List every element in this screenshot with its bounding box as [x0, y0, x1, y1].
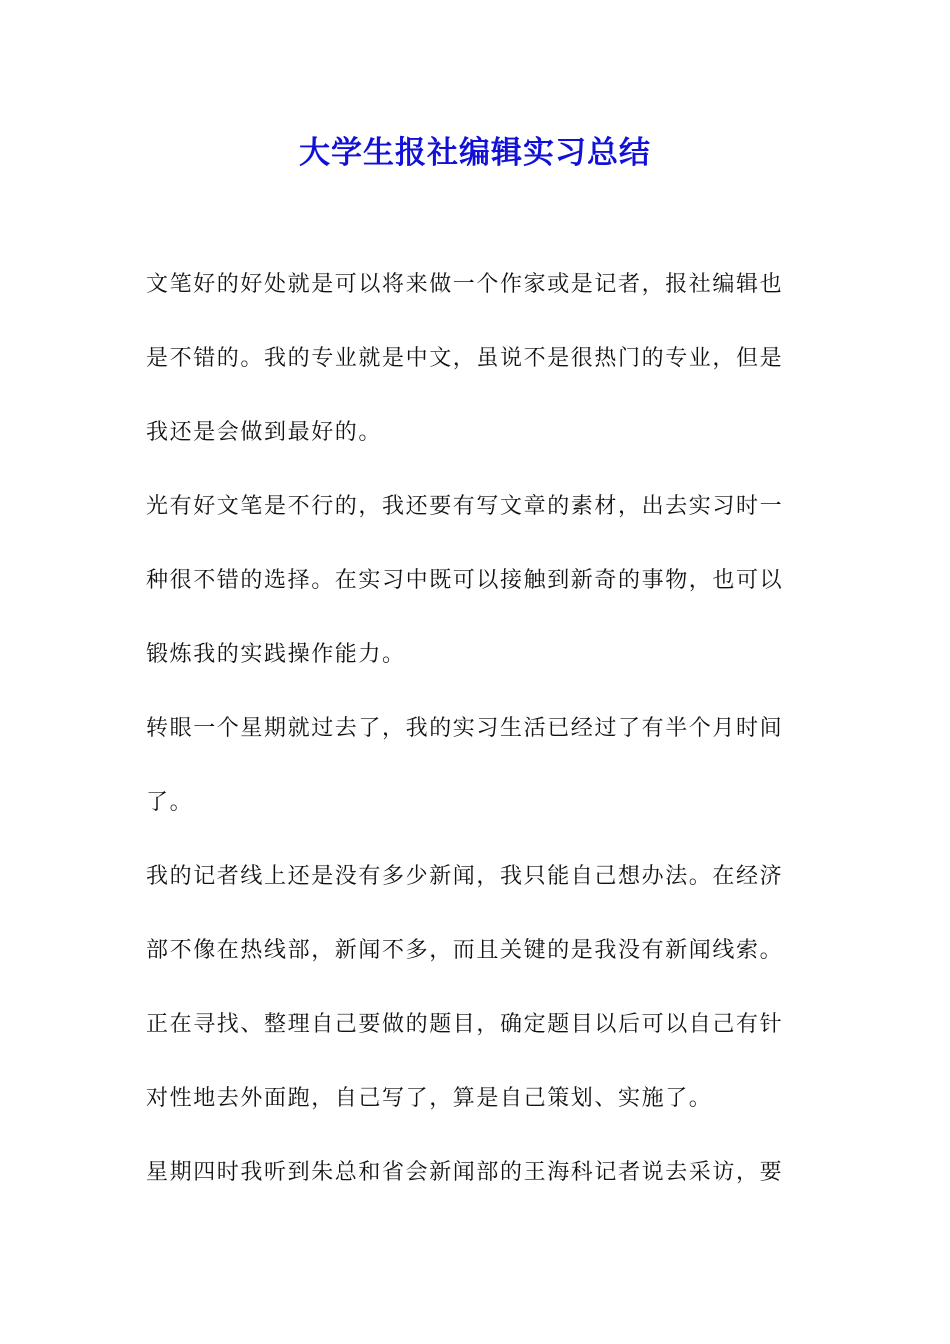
- text-line: 我还是会做到最好的。: [146, 420, 383, 445]
- text-line: 文笔好的好处就是可以将来做一个作家或是记者，报社编辑也: [146, 272, 784, 297]
- document-body: [146, 260, 806, 1222]
- text-line: 是不错的。我的专业就是中文，虽说不是很热门的专业，但是: [146, 346, 784, 371]
- text-line: 转眼一个星期就过去了，我的实习生活已经过了有半个月时间: [146, 716, 784, 741]
- text-line: 星期四时我听到朱总和省会新闻部的王海科记者说去采访，要: [146, 1160, 784, 1185]
- text-line: 对性地去外面跑，自己写了，算是自己策划、实施了。: [146, 1086, 713, 1111]
- text-line: 我的记者线上还是没有多少新闻，我只能自己想办法。在经济: [146, 864, 784, 889]
- document-title: 大学生报社编辑实习总结: [299, 135, 651, 171]
- text-line: 部不像在热线部，新闻不多，而且关键的是我没有新闻线索。: [146, 938, 784, 963]
- text-line: 了。: [146, 790, 194, 815]
- text-line: 锻炼我的实践操作能力。: [146, 642, 406, 667]
- text-line: 正在寻找、整理自己要做的题目，确定题目以后可以自己有针: [146, 1012, 784, 1037]
- text-line: 种很不错的选择。在实习中既可以接触到新奇的事物，也可以: [146, 568, 784, 593]
- text-line: 光有好文笔是不行的，我还要有写文章的素材，出去实习时一: [146, 494, 784, 519]
